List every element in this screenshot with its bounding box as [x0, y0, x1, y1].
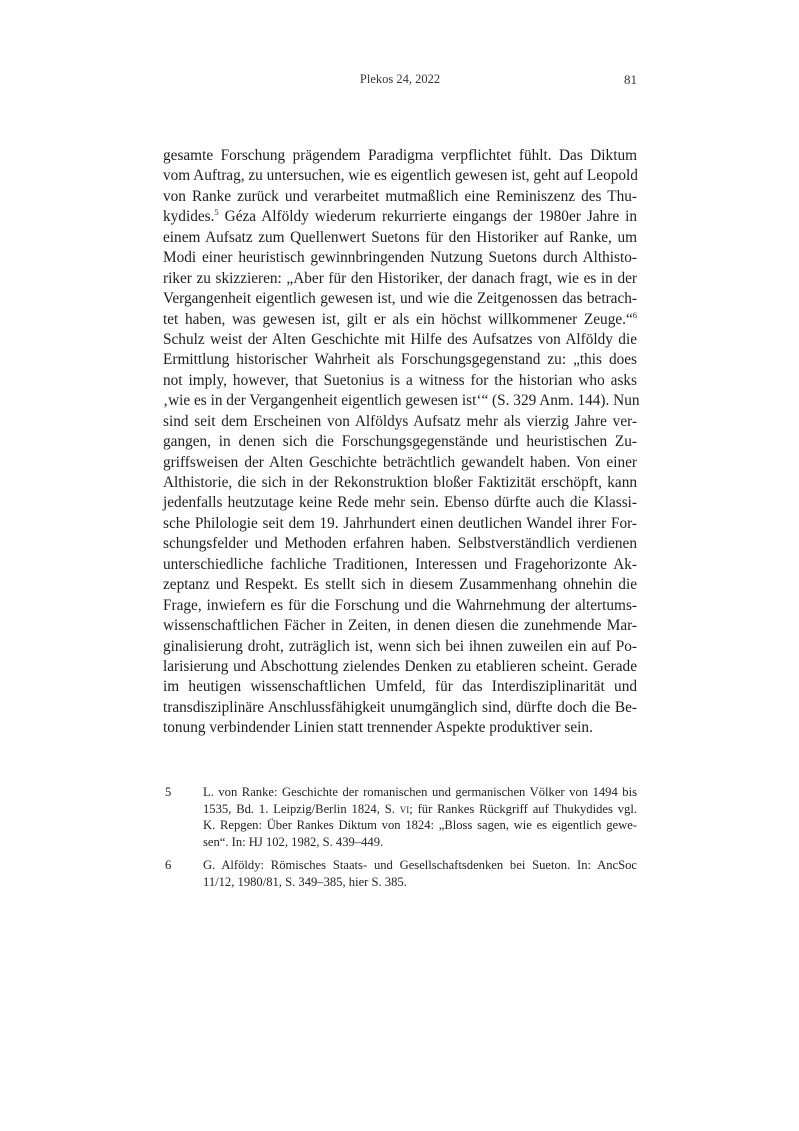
text-line: von Ranke zurück und verarbeitet mutmaßlich eine Reminiszenz des Thu-	[163, 187, 637, 205]
footnote-5	[163, 784, 637, 850]
footnotes-section	[163, 784, 637, 898]
journal-citation: Plekos 24, 2022	[359, 72, 441, 86]
text-line: griffsweisen der Alten Geschichte beträchtlich gewandelt haben. Von einer	[163, 453, 637, 471]
text-line: Ermittlung historischer Wahrheit als Forschungsgegenstand zu: „this does	[163, 351, 637, 369]
footnote-line: L. von Ranke: Geschichte der romanischen und germanischen Völker von 1494 bis	[203, 785, 637, 799]
footnote-6	[163, 857, 637, 890]
text-fragment: tet haben, was gewesen ist, gilt er als ein höchst willkommener Zeuge.“	[163, 310, 633, 328]
text-line: vom Auftrag, zu untersuchen, wie es eigentlich gewesen ist, geht auf Leopold	[163, 167, 638, 185]
text-line: gesamte Forschung prägendem Paradigma verpflichtet fühlt. Das Diktum	[163, 147, 637, 164]
text-line: im heutigen wissenschaftlichen Umfeld, für das Interdisziplinarität und	[163, 678, 637, 696]
text-line	[163, 310, 637, 330]
text-line: unterschiedliche fachliche Traditionen, Interessen und Fragehorizonte Ak-	[163, 555, 637, 573]
footnote-line	[203, 801, 637, 818]
text-line: Vergangenheit eigentlich gewesen ist, und wie die Zeitgenossen das betrach-	[163, 290, 637, 308]
text-fragment: Géza Alföldy wiederum rekurrierte eingangs der 1980er Jahre in	[218, 208, 637, 226]
text-line: jedenfalls heutzutage keine Rede mehr sein. Ebenso dürfte auch die Klassi-	[163, 494, 637, 512]
text-fragment: kydides.	[163, 208, 215, 226]
footnote-reference-5[interactable]: 5	[214, 207, 219, 218]
footnote-line: 11/12, 1980/81, S. 349–385, hier S. 385.	[203, 874, 407, 889]
text-line: ginalisierung droht, zuträglich ist, wenn sich bei ihnen zuweilen ein auf Po-	[163, 637, 637, 655]
text-line: ‚wie es in der Vergangenheit eigentlich gewesen ist‘“ (S. 329 Anm. 144). Nun	[163, 392, 640, 410]
text-line: Althistorie, die sich in der Rekonstruktion bloßer Faktizität erschöpft, kann	[163, 474, 637, 491]
footnote-line: K. Repgen: Über Rankes Diktum von 1824: „Bloss sagen, wie es eigentlich gewe-	[203, 818, 637, 833]
text-line: riker zu skizzieren: „Aber für den Historiker, der danach fragt, wie es in der	[163, 269, 637, 287]
text-fragment: ; für Rankes Rückgriff auf Thukydides vgl.	[409, 801, 637, 816]
footnote-line: G. Alföldy: Römisches Staats- und Gesellschaftsdenken bei Sueton. In: AncSoc	[203, 858, 637, 873]
running-header	[163, 72, 637, 90]
text-line: larisierung und Abschottung zielendes Denken zu etablieren scheint. Gerade	[163, 657, 637, 675]
text-line: schungsfelder und Methoden erfahren haben. Selbstverständlich verdienen	[163, 535, 637, 553]
text-line: einem Aufsatz zum Quellenwert Suetons für den Historiker auf Ranke, um	[163, 228, 637, 246]
text-fragment: 1535, Bd. 1. Leipzig/Berlin 1824, S.	[203, 801, 400, 816]
footnote-line: sen“. In: HJ 102, 1982, S. 439–449.	[203, 834, 384, 849]
text-line: gangen, in denen sich die Forschungsgegenstände und heuristischen Zu-	[163, 433, 637, 451]
text-line: tonung verbindender Linien statt trennender Aspekte produktiver sein.	[163, 719, 593, 737]
text-line: Modi einer heuristisch gewinnbringenden Nutzung Suetons durch Althisto-	[163, 249, 637, 267]
text-line: sche Philologie seit dem 19. Jahrhundert einen deutlichen Wandel ihrer For-	[163, 514, 637, 532]
text-line: sind seit dem Erscheinen von Alföldys Aufsatz mehr als vierzig Jahre ver-	[163, 412, 637, 430]
text-line: not imply, however, that Suetonius is a witness for the historian who asks	[163, 371, 637, 389]
text-line: wissenschaftlichen Fächer in Zeiten, in denen diesen die zunehmende Mar-	[163, 617, 637, 635]
text-line: Frage, inwiefern es für die Forschung und die Wahrnehmung der altertums-	[163, 596, 637, 614]
footnote-reference-6[interactable]: 6	[632, 309, 637, 320]
body-paragraph	[163, 146, 640, 739]
text-line: transdisziplinäre Anschlussfähigkeit unumgänglich sind, dürfte doch die Be-	[163, 698, 637, 716]
text-line: zeptanz und Respekt. Es stellt sich in diesem Zusammenhang ohnehin die	[163, 576, 637, 594]
footnote-number: 5	[165, 785, 172, 799]
roman-numeral: vi	[399, 801, 410, 816]
text-line: Schulz weist der Alten Geschichte mit Hilfe des Aufsatzes von Alföldy die	[163, 330, 637, 348]
text-line	[163, 207, 637, 227]
footnote-number: 6	[165, 858, 172, 873]
page-number: 81	[624, 72, 637, 87]
